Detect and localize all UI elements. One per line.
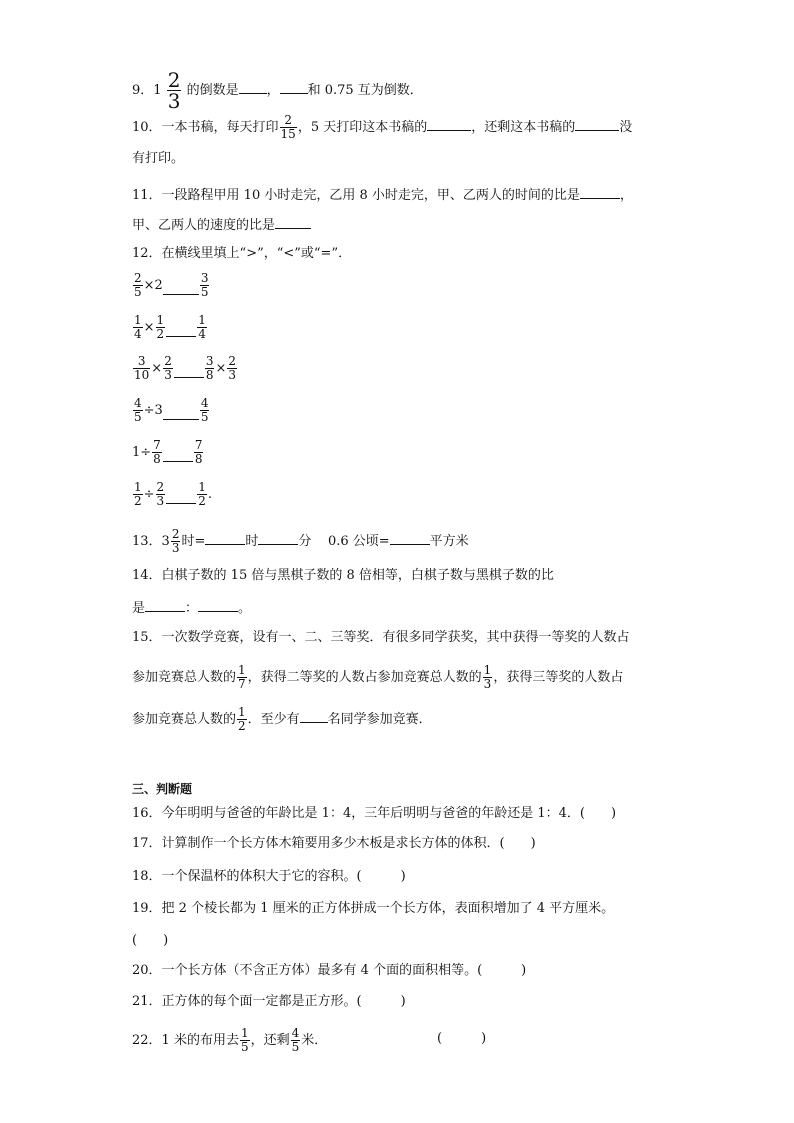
question-20: 20．一个长方体（不含正方体）最多有 4 个面的面积相等。( ) — [132, 963, 527, 978]
question-12: 12．在横线里填上“>”，“<”或“=”． — [132, 246, 352, 261]
answer-blank[interactable] — [198, 597, 238, 612]
compare-blank[interactable] — [166, 502, 196, 504]
question-15: 15．一次数学竞赛，设有一、二、三等奖．有很多同学获奖，其中获得一等奖的人数占 — [132, 630, 630, 645]
compare-row-1: $\frac{2}{5}$ ×2 $\frac{3}{5}$ — [134, 271, 209, 299]
fraction: $\frac{7}{8}$ — [194, 438, 203, 466]
answer-blank[interactable] — [275, 214, 311, 229]
question-18: 18．一个保温杯的体积大于它的容积。( ) — [132, 869, 406, 884]
answer-blank[interactable] — [427, 116, 471, 131]
question-21: 21．正方体的每个面一定都是正方形。( ) — [132, 994, 406, 1009]
fraction: $\frac{4}{5}$ — [291, 1026, 300, 1054]
answer-blank[interactable] — [300, 708, 328, 723]
fraction: $\frac{1}{2}$ — [198, 480, 206, 508]
question-19: 19．把 2 个棱长都为 1 厘米的正方体拼成一个长方体，表面积增加了 4 平方厘米。 — [132, 901, 615, 916]
answer-blank[interactable] — [280, 79, 308, 94]
answer-blank[interactable] — [258, 530, 298, 545]
compare-blank[interactable] — [163, 293, 199, 295]
compare-row-6: $\frac{1}{2}$ ÷ $\frac{2}{3}$ $\frac{1}{2}$ . — [134, 480, 212, 508]
fraction: $\frac{3}{8}$ — [205, 354, 214, 382]
fraction: $\frac{1}{3}$ — [483, 663, 492, 691]
fraction: $\frac{1}{7}$ — [238, 663, 246, 691]
answer-blank[interactable] — [580, 184, 620, 199]
question-10: 10．一本书稿，每天打印 $\frac{2}{15}$ ，5 天打印这本书稿的 ，还剩这本书稿的 没 — [132, 113, 633, 141]
fraction: $\frac{7}{8}$ — [153, 438, 161, 466]
fraction: $\frac{4}{5}$ — [134, 396, 142, 424]
answer-blank[interactable] — [390, 530, 430, 545]
fraction: $\frac{1}{2}$ — [238, 705, 246, 733]
fraction: $\frac{1}{5}$ — [240, 1026, 249, 1054]
question-15-cont2: 参加竞赛总人数的 $\frac{1}{2}$ ．至少有 名同学参加竞赛． — [132, 705, 432, 733]
fraction: $\frac{2}{3}$ — [228, 354, 237, 382]
question-22: 22．1 米的布用去 $\frac{1}{5}$ ，还剩 $\frac{4}{5}$ 米． — [132, 1026, 328, 1054]
question-15-cont: 参加竞赛总人数的 $\frac{1}{7}$ ，获得二等奖的人数占参加竞赛总人数的 $\frac{1}{3}$ ，获得三等奖的人数占 — [132, 663, 624, 691]
fraction: $\frac{2}{3}$ — [167, 68, 181, 113]
answer-blank[interactable] — [239, 79, 267, 94]
compare-row-5: 1÷ $\frac{7}{8}$ $\frac{7}{8}$ — [132, 438, 203, 466]
question-13: 13．3 $\frac{2}{3}$ 时= 时 分 0.6 公顷= 平方米 — [132, 527, 469, 555]
fraction: $\frac{2}{5}$ — [134, 271, 142, 299]
compare-blank[interactable] — [174, 376, 204, 378]
answer-blank[interactable] — [205, 530, 245, 545]
compare-blank[interactable] — [163, 460, 193, 462]
question-14: 14．白棋子数的 15 倍与黑棋子数的 8 倍相等，白棋子数与黑棋子数的比 — [132, 568, 554, 583]
fraction: $\frac{2}{15}$ — [280, 113, 296, 141]
answer-blank[interactable] — [575, 116, 619, 131]
fraction: $\frac{3}{5}$ — [200, 271, 209, 299]
fraction: $\frac{1}{2}$ — [134, 480, 142, 508]
fraction: $\frac{2}{3}$ — [156, 480, 165, 508]
fraction: $\frac{4}{5}$ — [200, 396, 209, 424]
fraction: $\frac{3}{10}$ — [134, 354, 150, 382]
compare-blank[interactable] — [163, 418, 199, 420]
section-title: 三、判断题 — [132, 782, 193, 796]
question-19-cont: ( ) — [132, 933, 169, 948]
compare-row-3: $\frac{3}{10}$ × $\frac{2}{3}$ $\frac{3}{8}$ × $\frac{2}{3}$ — [134, 354, 237, 382]
question-17: 17．计算制作一个长方体木箱要用多少木板是求长方体的体积．( ) — [132, 836, 536, 851]
fraction: $\frac{1}{4}$ — [198, 313, 206, 341]
question-11-cont: 甲、乙两人的速度的比是 — [132, 214, 311, 235]
compare-row-4: $\frac{4}{5}$ ÷3 $\frac{4}{5}$ — [134, 396, 209, 424]
fraction: $\frac{2}{3}$ — [171, 527, 180, 555]
question-16: 16．今年明明与爸爸的年龄比是 1：4，三年后明明与爸爸的年龄还是 1：4．( ) — [132, 806, 617, 821]
question-22-paren[interactable]: ( ) — [437, 1031, 487, 1046]
compare-row-2: $\frac{1}{4}$ × $\frac{1}{2}$ $\frac{1}{4}$ — [134, 313, 206, 341]
fraction: $\frac{1}{2}$ — [156, 313, 165, 341]
question-9: 9．1 $\frac{2}{3}$ 的倒数是 ， 和 0.75 互为倒数． — [132, 68, 423, 113]
fraction: $\frac{2}{3}$ — [164, 354, 172, 382]
fraction: $\frac{1}{4}$ — [134, 313, 142, 341]
question-11: 11．一段路程甲用 10 小时走完，乙用 8 小时走完，甲、乙两人的时间的比是 ， — [132, 184, 633, 205]
q9-number: 9．1 — [132, 83, 162, 98]
question-14-cont: 是 ： 。 — [132, 597, 251, 618]
question-10-cont: 有打印。 — [132, 151, 185, 166]
answer-blank[interactable] — [145, 597, 185, 612]
compare-blank[interactable] — [166, 335, 196, 337]
